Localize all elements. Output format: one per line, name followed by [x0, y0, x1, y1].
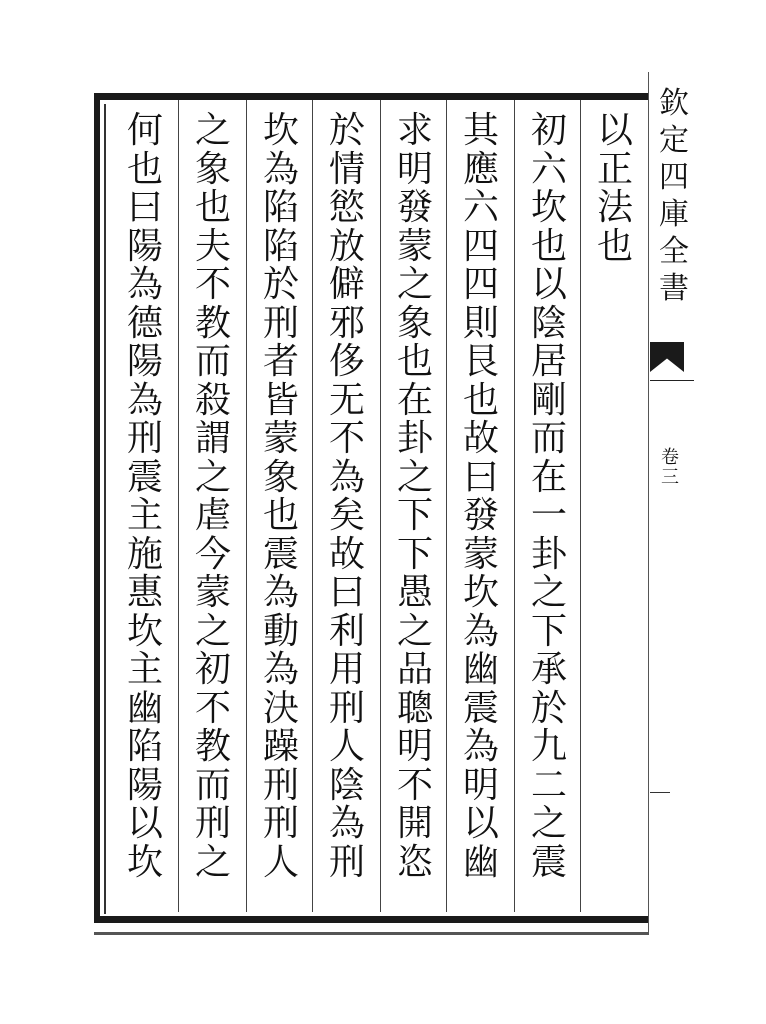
character: 發 [396, 187, 433, 228]
character: 也 [194, 187, 231, 228]
character: 坎 [262, 110, 299, 151]
character: 開 [396, 803, 433, 844]
character: 九 [530, 726, 567, 767]
character: 陷 [262, 187, 299, 228]
character: 曰 [462, 456, 499, 498]
text-column [582, 112, 648, 912]
character: 在 [530, 456, 567, 498]
character: 陽 [126, 341, 163, 382]
character: 卷 [661, 447, 679, 468]
character: 而 [194, 764, 231, 806]
character: 四 [659, 160, 689, 195]
character: 為 [328, 456, 365, 498]
character: 震 [262, 533, 299, 575]
character: 定 [659, 123, 689, 158]
character: 放 [328, 225, 365, 267]
character: 之 [396, 456, 433, 498]
character: 者 [262, 341, 299, 382]
character: 利 [328, 610, 365, 652]
character: 之 [194, 610, 231, 652]
character: 象 [396, 302, 433, 344]
character: 之 [194, 110, 231, 151]
character: 震 [530, 841, 567, 883]
character: 人 [262, 841, 299, 883]
character: 象 [262, 456, 299, 498]
character: 蒙 [194, 572, 231, 613]
character: 於 [530, 687, 567, 729]
character: 矣 [328, 495, 365, 536]
character: 坎 [530, 187, 567, 228]
character: 曰 [126, 187, 163, 228]
character: 无 [328, 379, 365, 421]
character: 也 [596, 225, 633, 267]
character: 下 [396, 495, 433, 536]
character: 邪 [328, 302, 365, 344]
character: 施 [126, 533, 163, 575]
character: 陷 [126, 726, 163, 767]
character: 為 [262, 649, 299, 690]
character: 主 [126, 495, 163, 536]
character: 在 [396, 379, 433, 421]
text-column [180, 112, 246, 912]
character: 幽 [126, 687, 163, 729]
character: 不 [396, 764, 433, 806]
character: 刑 [328, 841, 365, 883]
character: 以 [462, 803, 499, 844]
character: 為 [328, 803, 365, 844]
character: 主 [126, 649, 163, 690]
character: 躁 [262, 726, 299, 767]
character: 法 [596, 187, 633, 228]
character: 書 [659, 271, 689, 306]
character: 陽 [126, 225, 163, 267]
character: 侈 [328, 341, 365, 382]
character: 一 [530, 495, 567, 536]
character: 艮 [462, 341, 499, 382]
character: 也 [262, 495, 299, 536]
character: 夫 [194, 225, 231, 267]
character: 卦 [396, 418, 433, 459]
character: 陰 [328, 764, 365, 806]
character: 虐 [194, 495, 231, 536]
character: 刑 [262, 803, 299, 844]
character: 刑 [194, 803, 231, 844]
character: 人 [328, 726, 365, 767]
character: 二 [530, 764, 567, 806]
character: 以 [126, 803, 163, 844]
character: 全 [659, 234, 689, 269]
margin-tick [650, 792, 670, 793]
character: 德 [126, 302, 163, 344]
character: 用 [328, 649, 365, 690]
character: 蒙 [396, 225, 433, 267]
character: 四 [462, 225, 499, 267]
character: 而 [530, 418, 567, 459]
character: 愚 [396, 572, 433, 613]
bottom-rule [94, 932, 649, 935]
character: 謂 [194, 418, 231, 459]
character: 慾 [328, 187, 365, 228]
character: 何 [126, 110, 163, 151]
character: 蒙 [262, 418, 299, 459]
character: 動 [262, 610, 299, 652]
character: 也 [462, 379, 499, 421]
character: 明 [462, 764, 499, 806]
character: 於 [262, 264, 299, 305]
fish-tail-line [650, 380, 694, 381]
character: 之 [396, 610, 433, 652]
column-rule [380, 100, 381, 912]
character: 刑 [328, 687, 365, 729]
character: 居 [530, 341, 567, 382]
juan-label [656, 448, 684, 488]
character: 幽 [462, 649, 499, 690]
text-column [314, 112, 380, 912]
character: 坎 [462, 572, 499, 613]
character: 剛 [530, 379, 567, 421]
character: 四 [462, 264, 499, 305]
character: 明 [396, 726, 433, 767]
character: 刑 [126, 418, 163, 459]
character: 情 [328, 148, 365, 190]
character: 教 [194, 302, 231, 344]
character: 皆 [262, 379, 299, 421]
column-rule [246, 100, 247, 912]
frame-inner-line [104, 104, 106, 914]
character: 初 [194, 649, 231, 690]
character: 不 [194, 687, 231, 729]
character: 聰 [396, 687, 433, 729]
character: 為 [462, 610, 499, 652]
character: 幽 [462, 841, 499, 883]
character: 陷 [262, 225, 299, 267]
character: 今 [194, 533, 231, 575]
character: 下 [396, 533, 433, 575]
character: 不 [194, 264, 231, 305]
character: 而 [194, 341, 231, 382]
character: 之 [194, 841, 231, 883]
character: 也 [530, 225, 567, 267]
character: 象 [194, 148, 231, 190]
character: 為 [462, 726, 499, 767]
character: 陰 [530, 302, 567, 344]
character: 品 [396, 649, 433, 690]
character: 刑 [262, 302, 299, 344]
character: 發 [462, 495, 499, 536]
character: 則 [462, 302, 499, 344]
character: 庫 [659, 197, 689, 232]
character: 震 [462, 687, 499, 729]
margin-title [654, 85, 694, 307]
character: 欽 [659, 86, 689, 121]
character: 之 [530, 803, 567, 844]
character: 初 [530, 110, 567, 151]
character: 為 [126, 264, 163, 305]
character: 也 [126, 148, 163, 190]
character: 決 [262, 687, 299, 729]
character: 震 [126, 456, 163, 498]
character: 惠 [126, 572, 163, 613]
character: 之 [396, 264, 433, 305]
text-column [448, 112, 514, 912]
text-column [248, 112, 314, 912]
character: 其 [462, 110, 499, 151]
character: 下 [530, 610, 567, 652]
character: 教 [194, 726, 231, 767]
character: 六 [530, 148, 567, 190]
character: 故 [328, 533, 365, 575]
character: 故 [462, 418, 499, 459]
character: 為 [262, 572, 299, 613]
fish-tail-mark [650, 342, 684, 372]
character: 陽 [126, 764, 163, 806]
character: 卦 [530, 533, 567, 575]
character: 刑 [262, 764, 299, 806]
character: 明 [396, 148, 433, 190]
margin-rule [648, 72, 649, 932]
character: 應 [462, 148, 499, 190]
character: 六 [462, 187, 499, 228]
character: 正 [596, 148, 633, 190]
character: 承 [530, 649, 567, 690]
character: 坎 [126, 610, 163, 652]
character: 曰 [328, 572, 365, 613]
column-rule [178, 100, 179, 912]
character: 三 [661, 467, 679, 488]
character: 殺 [194, 379, 231, 421]
character: 不 [328, 418, 365, 459]
character: 坎 [126, 841, 163, 883]
character: 於 [328, 110, 365, 151]
character: 為 [262, 148, 299, 190]
character: 以 [530, 264, 567, 305]
character: 為 [126, 379, 163, 421]
text-column [382, 112, 448, 912]
character: 以 [596, 110, 633, 151]
text-column [112, 112, 178, 912]
character: 之 [530, 572, 567, 613]
character: 蒙 [462, 533, 499, 575]
character: 求 [396, 110, 433, 151]
text-column [516, 112, 582, 912]
character: 僻 [328, 264, 365, 305]
character: 也 [396, 341, 433, 382]
character: 之 [194, 456, 231, 498]
column-rule [514, 100, 515, 912]
character: 恣 [396, 841, 433, 883]
